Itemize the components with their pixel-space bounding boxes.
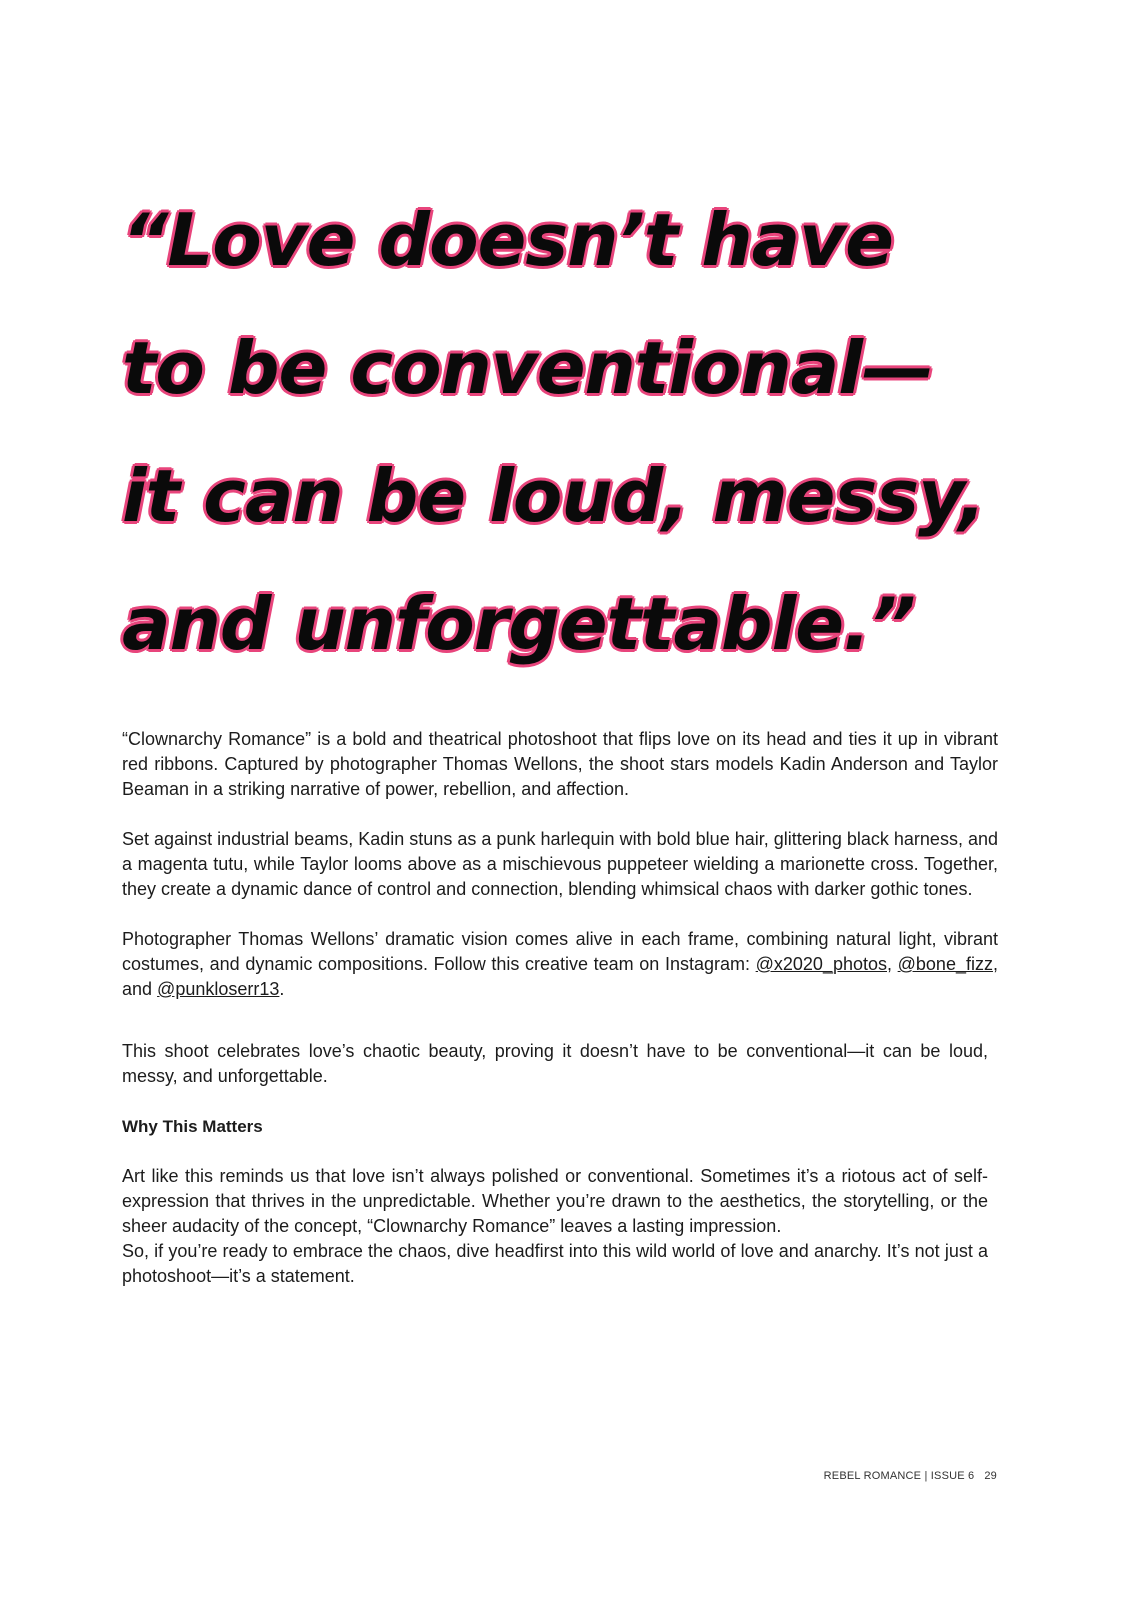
summary-paragraph: This shoot celebrates love’s chaotic beauty, proving it doesn’t have to be conventional—it can be loud, messy, and unforgettable. xyxy=(122,1041,988,1086)
pull-quote-line-3: it can be loud, messy, xyxy=(122,454,985,538)
pull-quote-line-2: to be conventional— xyxy=(122,326,933,410)
page-number: 29 xyxy=(984,1470,997,1482)
instagram-link-punkloserr13[interactable]: @punkloserr13 xyxy=(157,979,280,999)
credits-text: Photographer Thomas Wellons’ dramatic vision comes alive in each frame, combining natural light, vibrant costumes, and dynamic compositions. Follow this creative team on Instagram: xyxy=(122,929,998,974)
section-heading: Why This Matters xyxy=(122,1117,263,1136)
separator-comma: , xyxy=(887,954,898,974)
scene-paragraph: Set against industrial beams, Kadin stuns as a punk harlequin with bold blue hair, glittering black harness, and a magenta tutu, while Taylor looms above as a mischievous puppeteer wielding a marionette cross. Together, they create a dynamic dance of control and connection, blending whimsical chaos with darker gothic tones. xyxy=(122,829,998,899)
article-body xyxy=(122,727,998,1289)
instagram-link-x2020-photos[interactable]: @x2020_photos xyxy=(755,954,887,974)
why-paragraph: Art like this reminds us that love isn’t always polished or conventional. Sometimes it’s a riotous act of self-expression that thrives in the unpredictable. Whether you’re drawn to the aesthetics, the storytelling, or the sheer audacity of the concept, “Clownarchy Romance” leaves a lasting impression. xyxy=(122,1166,988,1236)
pull-quote-line-4: and unforgettable.” xyxy=(122,582,915,666)
pull-quote-line-1: “Love doesn’t have xyxy=(122,198,893,282)
instagram-link-bone-fizz[interactable]: @bone_fizz xyxy=(897,954,993,974)
pull-quote xyxy=(122,176,1042,688)
separator-period: . xyxy=(279,979,285,999)
closing-paragraph: So, if you’re ready to embrace the chaos, dive headfirst into this wild world of love and anarchy. It’s not just a photoshoot—it’s a statement. xyxy=(122,1241,988,1286)
credits-paragraph xyxy=(122,927,998,1002)
publication-label: REBEL ROMANCE | ISSUE 6 xyxy=(823,1470,975,1482)
page-footer xyxy=(824,1470,997,1482)
intro-paragraph: “Clownarchy Romance” is a bold and theatrical photoshoot that flips love on its head and ties it up in vibrant red ribbons. Captured by photographer Thomas Wellons, the shoot stars models Kadin Anderson and Taylor Beaman in a striking narrative of power, rebellion, and affection. xyxy=(122,729,998,799)
separator-and: , and xyxy=(122,954,998,999)
